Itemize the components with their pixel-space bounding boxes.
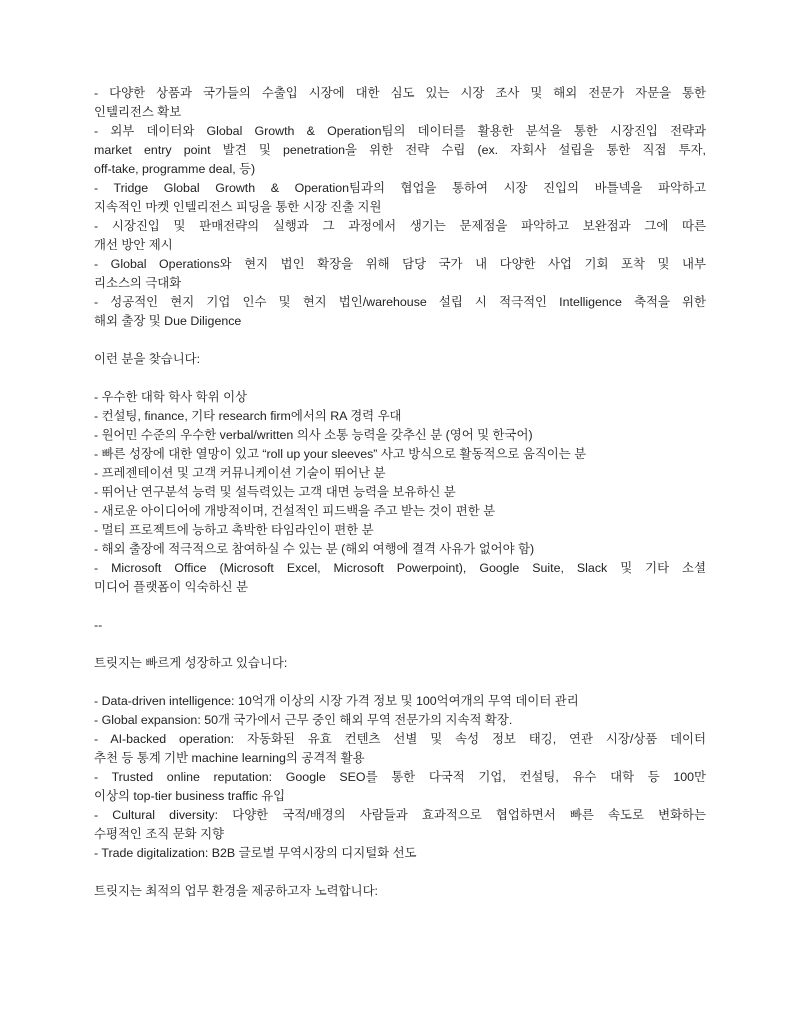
text-line: 지속적인 마켓 인텔리전스 피딩을 통한 시장 진출 지원 [94, 200, 382, 214]
spacer [94, 369, 706, 388]
requirements-heading: 이런 분을 찾습니다: [94, 352, 201, 366]
list-item: - 프레젠테이션 및 고객 커뮤니케이션 기술이 뛰어난 분 [94, 466, 386, 480]
list-item [94, 84, 706, 122]
spacer [94, 863, 706, 882]
list-item [94, 806, 706, 844]
text-line: 미디어 플랫폼이 익숙하신 분 [94, 580, 248, 594]
list-item [94, 730, 706, 768]
spacer [94, 597, 706, 616]
list-item [94, 217, 706, 255]
spacer [94, 331, 706, 350]
list-item: - 컨설팅, finance, 기타 research firm에서의 RA 경력 우대 [94, 409, 402, 423]
text-line: 수평적인 조직 문화 지향 [94, 827, 225, 841]
text-line: 리소스의 극대화 [94, 276, 182, 290]
list-item: - 새로운 아이디어에 개방적이며, 건설적인 피드백을 주고 받는 것이 편한 분 [94, 504, 496, 518]
list-item: - 빠른 성장에 대한 열망이 있고 “roll up your sleeves” 사고 방식으로 활동적으로 움직이는 분 [94, 447, 587, 461]
growth-heading: 트릿지는 빠르게 성장하고 있습니다: [94, 656, 288, 670]
spacer [94, 673, 706, 692]
text-line: - Microsoft Office (Microsoft Excel, Microsoft Powerpoint), Google Suite, Slack 및 기타 소셜 [94, 561, 706, 575]
list-item: - 원어민 수준의 우수한 verbal/written 의사 소통 능력을 갖추신 분 (영어 및 한국어) [94, 428, 533, 442]
list-item: - Data-driven intelligence: 10억개 이상의 시장 가격 정보 및 100억여개의 무역 데이터 관리 [94, 694, 579, 708]
list-item [94, 179, 706, 217]
text-line: 이상의 top-tier business traffic 유입 [94, 789, 286, 803]
list-item [94, 559, 706, 597]
list-item [94, 768, 706, 806]
text-line: - Cultural diversity: 다양한 국적/배경의 사람들과 효과적으로 협업하면서 빠른 속도로 변화하는 [94, 808, 706, 822]
text-line: - Trusted online reputation: Google SEO를 통한 다국적 기업, 컨설팅, 유수 대학 등 100만 [94, 770, 706, 784]
text-line: - AI-backed operation: 자동화된 유효 컨텐츠 선별 및 속성 정보 태깅, 연관 시장/상품 데이터 [94, 732, 706, 746]
growth-list [94, 692, 706, 863]
list-item: - 멀티 프로젝트에 능하고 촉박한 타임라인이 편한 분 [94, 523, 374, 537]
text-line: - 외부 데이터와 Global Growth & Operation팀의 데이터를 활용한 분석을 통한 시장진입 전략과 [94, 124, 706, 138]
document-page [94, 84, 706, 901]
list-item: - Trade digitalization: B2B 글로벌 무역시장의 디지털화 선도 [94, 846, 417, 860]
separator: -- [94, 618, 103, 632]
list-item: - 우수한 대학 학사 학위 이상 [94, 390, 248, 404]
text-line: 개선 방안 제시 [94, 238, 173, 252]
text-line: - 시장진입 및 판매전략의 실행과 그 과정에서 생기는 문제점을 파악하고 보완점과 그에 따른 [94, 219, 706, 233]
environment-heading: 트릿지는 최적의 업무 환경을 제공하고자 노력합니다: [94, 884, 378, 898]
list-item [94, 122, 706, 179]
requirements-list [94, 388, 706, 597]
text-line: 해외 출장 및 Due Diligence [94, 314, 242, 328]
text-line: 인텔리전스 확보 [94, 105, 182, 119]
list-item [94, 255, 706, 293]
text-line: market entry point 발견 및 penetration을 위한 전략 수립 (ex. 자회사 설립을 통한 직접 투자, [94, 143, 706, 157]
text-line: off-take, programme deal, 등) [94, 162, 256, 176]
text-line: - Tridge Global Growth & Operation팀과의 협업을 통하여 시장 진입의 바틀넥을 파악하고 [94, 181, 706, 195]
spacer [94, 635, 706, 654]
text-line: 추천 등 통계 기반 machine learning의 공격적 활용 [94, 751, 365, 765]
text-line: - 다양한 상품과 국가들의 수출입 시장에 대한 심도 있는 시장 조사 및 해외 전문가 자문을 통한 [94, 86, 706, 100]
list-item: - Global expansion: 50개 국가에서 근무 중인 해외 무역 전문가의 지속적 확장. [94, 713, 513, 727]
list-item: - 뛰어난 연구분석 능력 및 설득력있는 고객 대면 능력을 보유하신 분 [94, 485, 456, 499]
list-item [94, 293, 706, 331]
text-line: - 성공적인 현지 기업 인수 및 현지 법인/warehouse 설립 시 적극적인 Intelligence 축적을 위한 [94, 295, 706, 309]
intro-bullet-list [94, 84, 706, 331]
list-item: - 해외 출장에 적극적으로 참여하실 수 있는 분 (해외 여행에 결격 사유가 없어야 함) [94, 542, 535, 556]
text-line: - Global Operations와 현지 법인 확장을 위해 담당 국가 내 다양한 사업 기회 포착 및 내부 [94, 257, 706, 271]
